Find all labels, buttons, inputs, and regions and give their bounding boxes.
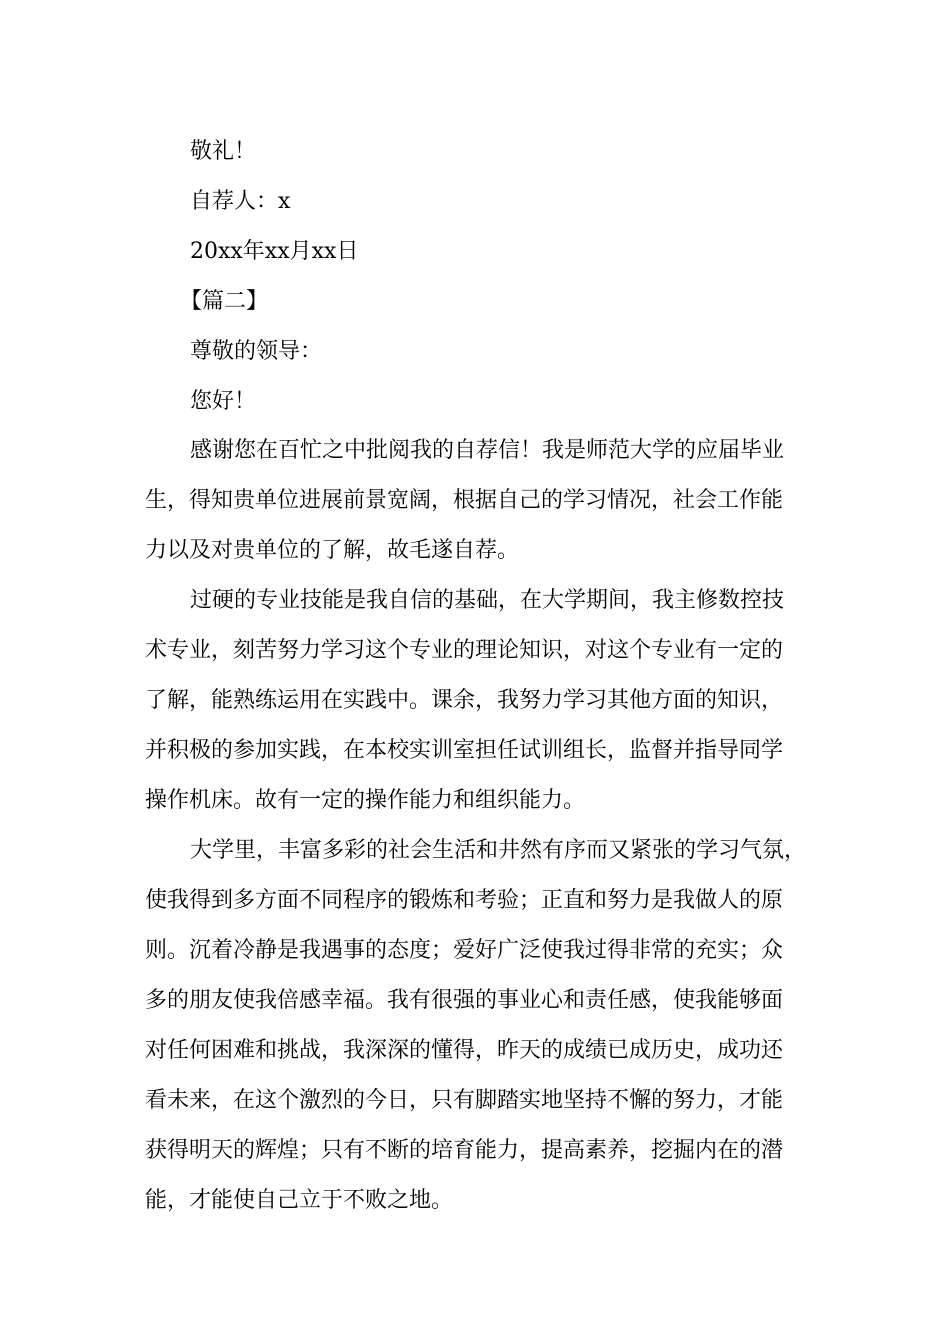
paragraph-line: 过硬的专业技能是我自信的基础，在大学期间，我主修数控技 (190, 588, 785, 613)
paragraph-line: 看未来，在这个激烈的今日，只有脚踏实地坚持不懈的努力，才能 (145, 1088, 784, 1113)
closing-date: 20xx年xx月xx日 (190, 239, 359, 264)
paragraph-line: 大学里，丰富多彩的社会生活和井然有序而又紧张的学习气氛， (190, 838, 807, 863)
paragraph-line: 并积极的参加实践，在本校实训室担任试训组长，监督并指导同学 (145, 738, 784, 763)
paragraph-line: 则。沉着冷静是我遇事的态度；爱好广泛使我过得非常的充实；众 (145, 938, 784, 963)
letter-greeting: 尊敬的领导： (190, 339, 323, 364)
paragraph-line: 操作机床。故有一定的操作能力和组织能力。 (145, 788, 586, 813)
closing-signer: 自荐人：x (190, 189, 291, 214)
closing-salute: 敬礼！ (190, 139, 257, 164)
paragraph-line: 使我得到多方面不同程序的锻炼和考验；正直和努力是我做人的原 (145, 888, 784, 913)
letter-hello: 您好！ (190, 389, 257, 414)
section-title: 【篇二】 (180, 289, 269, 314)
paragraph-line: 感谢您在百忙之中批阅我的自荐信！我是师范大学的应届毕业 (190, 438, 785, 463)
paragraph-line: 多的朋友使我倍感幸福。我有很强的事业心和责任感，使我能够面 (145, 988, 784, 1013)
paragraph-line: 力以及对贵单位的了解，故毛遂自荐。 (145, 538, 520, 563)
paragraph-line: 获得明天的辉煌；只有不断的培育能力，提高素养，挖掘内在的潜 (145, 1138, 784, 1163)
paragraph-line: 了解，能熟练运用在实践中。课余，我努力学习其他方面的知识， (145, 688, 784, 713)
paragraph-line: 生，得知贵单位进展前景宽阔，根据自己的学习情况，社会工作能 (145, 488, 784, 513)
paragraph-line: 对任何困难和挑战，我深深的懂得，昨天的成绩已成历史，成功还 (145, 1038, 784, 1063)
paragraph-line: 术专业，刻苦努力学习这个专业的理论知识，对这个专业有一定的 (145, 638, 784, 663)
paragraph-line: 能，才能使自己立于不败之地。 (145, 1188, 454, 1213)
